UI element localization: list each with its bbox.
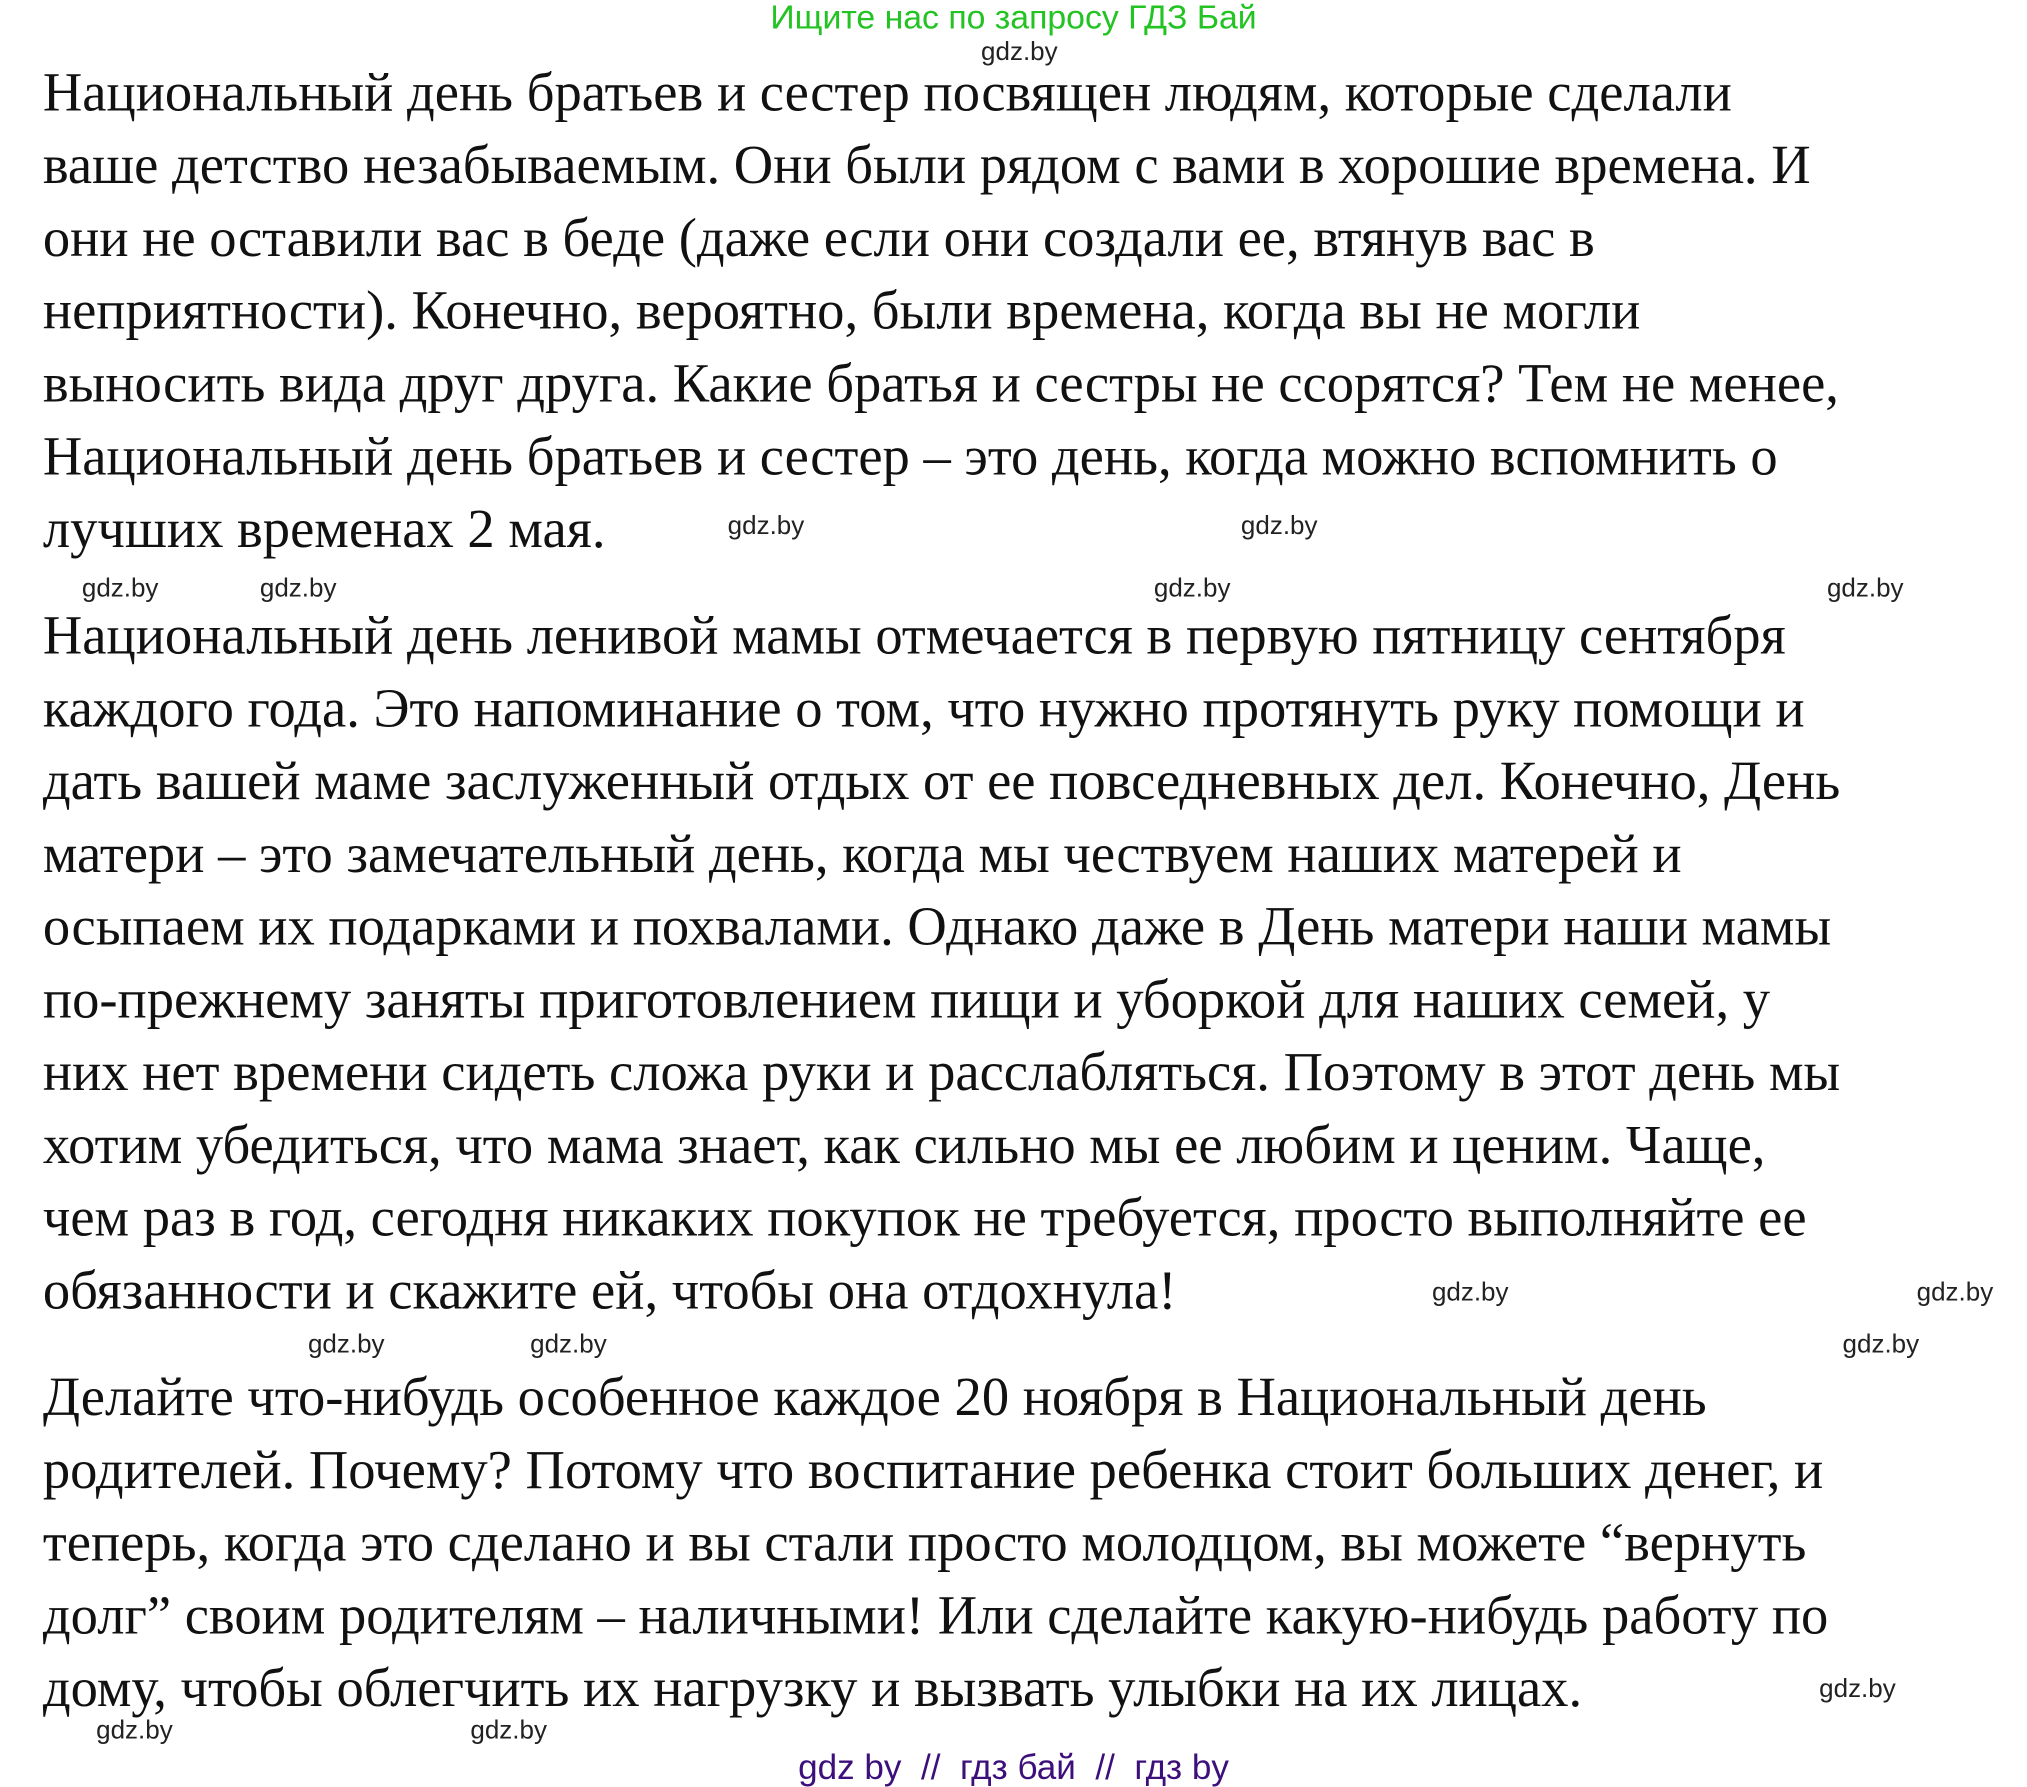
watermark-text: gdz.by (530, 1330, 607, 1360)
text-line: теперь, когда это сделано и вы стали просто молодцом, вы можете “вернуть (42, 1513, 1807, 1574)
watermark-text: gdz.by (1153, 574, 1231, 603)
text-line: Делайте что-нибудь особенное каждое 20 ноября в Национальный день (42, 1368, 1707, 1429)
text-line: матери – это замечательный день, когда мы чествуем наших матерей и (42, 825, 1682, 885)
header-banner: Ищите нас по запросу ГДЗ Бай (770, 0, 1257, 37)
text-line: них нет времени сидеть сложа руки и расслабляться. Поэтому в этот день мы (42, 1043, 1841, 1104)
text-line: Национальный день братьев и сестер – это день, когда можно вспомнить о (42, 427, 1778, 488)
watermark-text: gdz.by (96, 1716, 173, 1746)
watermark-text: gdz.by (470, 1716, 547, 1746)
text-line: хотим убедиться, что мама знает, как сильно мы ее любим и ценим. Чаще, (42, 1116, 1766, 1176)
text-line: родителей. Почему? Потому что воспитание ребенка стоит больших денег, и (42, 1441, 1824, 1501)
watermark-text: gdz.by (1916, 1278, 1994, 1308)
text-line: дать вашей маме заслуженный отдых от ее повседневных дел. Конечно, День (42, 752, 1841, 813)
watermark-text: gdz.by (1819, 1674, 1896, 1704)
text-line: дому, чтобы облегчить их нагрузку и вызвать улыбки на их лицах. (42, 1659, 1583, 1720)
text-line: ваше детство незабываемым. Они были рядом с вами в хорошие времена. И (42, 136, 1811, 197)
text-line: они не оставили вас в беде (даже если они создали ее, втянув вас в (42, 209, 1595, 269)
text-line: лучших временах 2 мая. (42, 500, 606, 561)
watermark-text: gdz.by (1240, 511, 1318, 541)
text-line: Национальный день ленивой мамы отмечается в первую пятницу сентября (42, 606, 1786, 667)
watermark-text: gdz.by (1826, 574, 1904, 603)
watermark-text: gdz.by (727, 511, 805, 541)
watermark-text: gdz.by (81, 574, 159, 603)
watermark-text: gdz.by (981, 37, 1058, 67)
watermark-text: gdz.by (259, 574, 337, 603)
text-line: выносить вида друг друга. Какие братья и сестры не ссорятся? Тем не менее, (42, 354, 1839, 415)
text-line: долг” своим родителям – наличными! Или сделайте какую-нибудь работу по (42, 1586, 1829, 1647)
watermark-text: gdz.by (1431, 1278, 1509, 1308)
watermark-text: gdz.by (307, 1330, 385, 1360)
text-line: Национальный день братьев и сестер посвящен людям, которые сделали (42, 63, 1732, 124)
text-line: чем раз в год, сегодня никаких покупок не требуется, просто выполняйте ее (42, 1188, 1807, 1249)
text-line: по-прежнему заняты приготовлением пищи и уборкой для наших семей, у (42, 970, 1771, 1031)
footer-links: gdz by // гдз бай // гдз by (798, 1747, 1229, 1787)
text-line: каждого года. Это напоминание о том, что нужно протянуть руку помощи и (42, 679, 1805, 740)
text-line: осыпаем их подарками и похвалами. Однако даже в День матери наши мамы (42, 897, 1832, 958)
text-line: обязанности и скажите ей, чтобы она отдохнула! (42, 1261, 1177, 1322)
text-line: неприятности). Конечно, вероятно, были времена, когда вы не могли (42, 281, 1641, 342)
watermark-text: gdz.by (1842, 1330, 1920, 1360)
